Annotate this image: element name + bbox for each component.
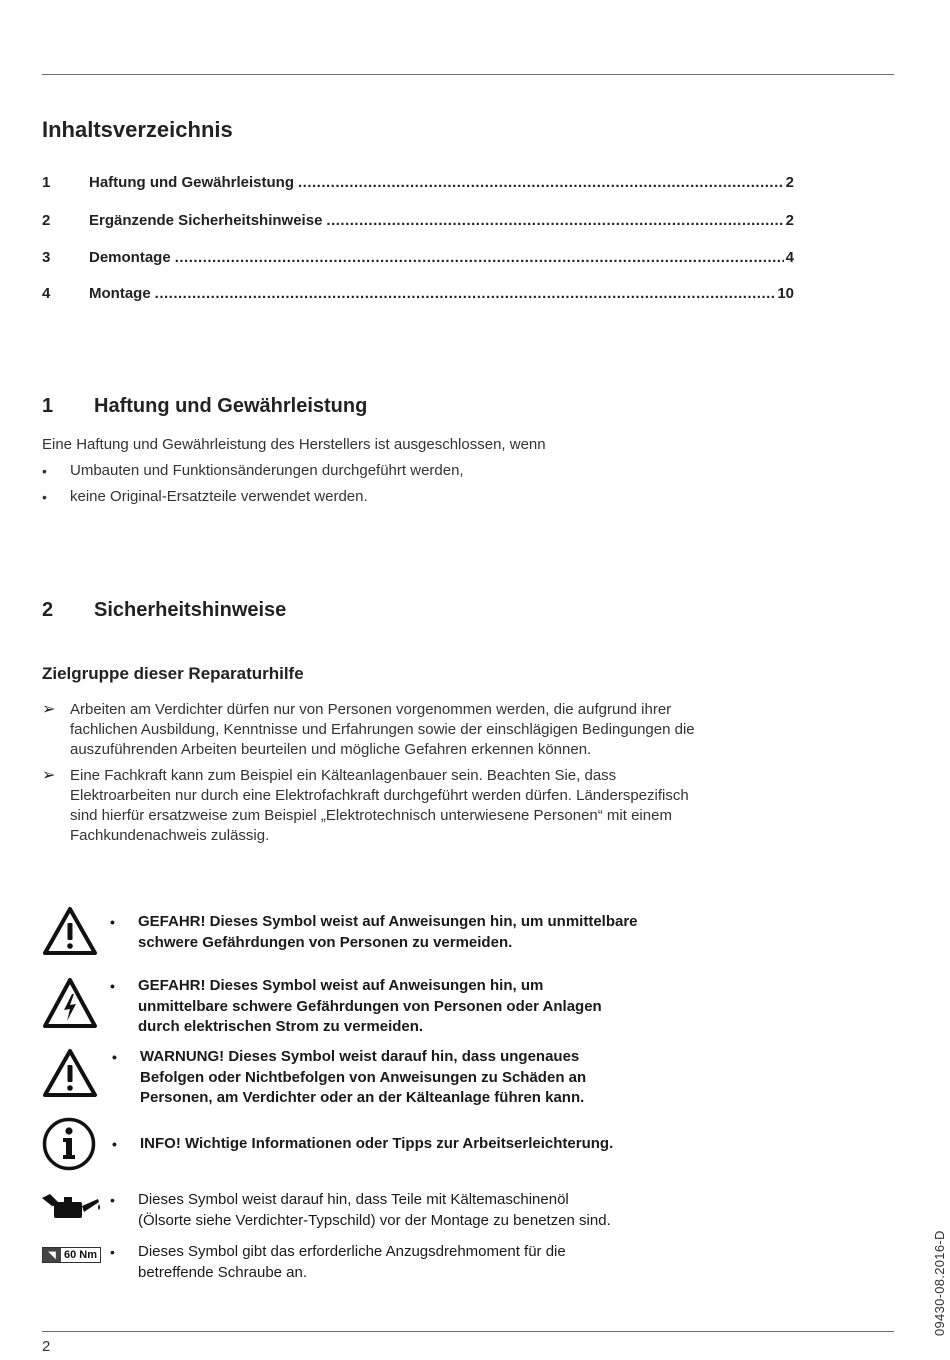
bullet-dot: • (112, 1136, 117, 1152)
torque-value: 60 Nm (64, 1249, 98, 1261)
section-heading (42, 395, 367, 418)
text-line: WARNUNG! Dieses Symbol weist darauf hin, dass ungenaues (140, 1048, 580, 1065)
toc-title: Inhaltsverzeichnis (42, 117, 233, 142)
text-line: auszuführenden Arbeiten beurteilen und mögliche Gefahren erkennen können. (70, 741, 592, 758)
toc-entry[interactable] (42, 285, 794, 305)
text-line: unmittelbare schwere Gefährdungen von Personen oder Anlagen (138, 997, 602, 1015)
bullet-item (42, 487, 368, 507)
torque-wrench-icon (42, 1247, 101, 1263)
bullet-item (42, 461, 464, 481)
text-line: (Ölsorte siehe Verdichter-Typschild) vor der Montage zu benetzen sind. (138, 1211, 611, 1229)
text-line: durch elektrischen Strom zu vermeiden. (138, 1018, 424, 1035)
toc-entry-page: 4 (785, 249, 794, 266)
text-line: Personen, am Verdichter oder an der Kälteanlage führen kann. (140, 1089, 585, 1106)
toc-leader-dots (326, 212, 783, 229)
text-line: Dieses Symbol weist darauf hin, dass Teile mit Kältemaschinenöl (138, 1191, 569, 1208)
toc-entry-page: 2 (785, 212, 794, 229)
toc-leader-dots (298, 174, 784, 191)
bullet-dot: • (110, 1244, 115, 1260)
document-id: 09430-08.2016-D (932, 1230, 947, 1336)
arrow-bullet-icon: ➢ (42, 701, 56, 718)
arrow-list-item (42, 700, 742, 760)
text-line: fachlichen Ausbildung, Kenntnisse und Erfahrungen sowie der einschlägigen Bedingungen die (70, 721, 695, 738)
text-line: Dieses Symbol gibt das erforderliche Anzugsdrehmoment für die (138, 1243, 566, 1260)
text-line: Befolgen oder Nichtbefolgen von Anweisungen zu Schäden an (140, 1068, 587, 1086)
toc-entry-label: Montage (89, 285, 151, 302)
toc-entry-page: 2 (785, 174, 794, 191)
section-title: Sicherheitshinweise (94, 599, 287, 621)
text-line: betreffende Schraube an. (138, 1263, 308, 1281)
text-line: GEFAHR! Dieses Symbol weist auf Anweisungen hin, um unmittelbare (138, 913, 638, 930)
section-intro: Eine Haftung und Gewährleistung des Herstellers ist ausgeschlossen, wenn (42, 436, 546, 453)
section-number: 1 (42, 395, 54, 417)
danger-warning-triangle-icon (42, 906, 98, 956)
toc-entry-number: 2 (42, 212, 51, 229)
toc-entry-number: 1 (42, 174, 51, 191)
symbol-description (110, 912, 638, 953)
toc-entry-page: 10 (777, 285, 794, 302)
symbol-description (110, 1242, 566, 1283)
bullet-dot: • (42, 463, 47, 479)
electric-hazard-icon (42, 977, 98, 1029)
text-line: Arbeiten am Verdichter dürfen nur von Personen vorgenommen werden, die aufgrund ihrer (70, 701, 672, 718)
section-heading (42, 599, 286, 622)
bullet-dot: • (110, 1192, 115, 1208)
symbol-description (112, 1134, 613, 1155)
page-number: 2 (42, 1338, 51, 1355)
section-title: Haftung und Gewährleistung (94, 395, 368, 417)
text-line: Elektroarbeiten nur durch eine Elektrofachkraft durchgeführt werden dürfen. Länderspezifisch (70, 787, 689, 804)
text-line: schwere Gefährdungen von Personen zu vermeiden. (138, 933, 513, 951)
text-line: Fachkundenachweis zulässig. (70, 827, 270, 844)
bullet-text: Umbauten und Funktionsänderungen durchgeführt werden, (70, 462, 464, 479)
wrench-icon: ◥ (43, 1248, 61, 1262)
toc-entry[interactable] (42, 249, 794, 269)
toc-entry-number: 4 (42, 285, 51, 302)
bullet-dot: • (112, 1049, 117, 1065)
toc-entry[interactable] (42, 174, 794, 194)
symbol-description (110, 1190, 611, 1231)
bullet-text: keine Original-Ersatzteile verwendet werden. (70, 488, 368, 505)
toc-entry[interactable] (42, 212, 794, 232)
bullet-dot: • (42, 489, 47, 505)
bottom-rule (42, 1331, 894, 1332)
symbol-description (110, 976, 602, 1038)
section-number: 2 (42, 599, 54, 621)
text-line: sind hierfür ersatzweise zum Beispiel „Elektrotechnisch unterwiesene Personen“ mit einem (70, 807, 672, 824)
toc-entry-label: Haftung und Gewährleistung (89, 174, 294, 191)
toc-leader-dots (155, 285, 776, 302)
text-line: Eine Fachkraft kann zum Beispiel ein Kälteanlagenbauer sein. Beachten Sie, dass (70, 767, 617, 784)
arrow-bullet-icon: ➢ (42, 767, 56, 784)
top-rule (42, 74, 894, 75)
text-line: GEFAHR! Dieses Symbol weist auf Anweisungen hin, um (138, 977, 544, 994)
bullet-dot: • (110, 978, 115, 994)
info-icon (42, 1117, 96, 1171)
text-line: INFO! Wichtige Informationen oder Tipps zur Arbeitserleichterung. (140, 1135, 614, 1152)
subsection-title: Zielgruppe dieser Reparaturhilfe (42, 664, 304, 683)
warning-triangle-icon (42, 1048, 98, 1098)
toc-entry-number: 3 (42, 249, 51, 266)
oil-can-icon (40, 1190, 104, 1222)
toc-entry-label: Ergänzende Sicherheitshinweise (89, 212, 323, 229)
bullet-dot: • (110, 914, 115, 930)
symbol-description (112, 1047, 586, 1109)
arrow-list-item (42, 766, 742, 846)
toc-entry-label: Demontage (89, 249, 171, 266)
toc-leader-dots (175, 249, 784, 266)
